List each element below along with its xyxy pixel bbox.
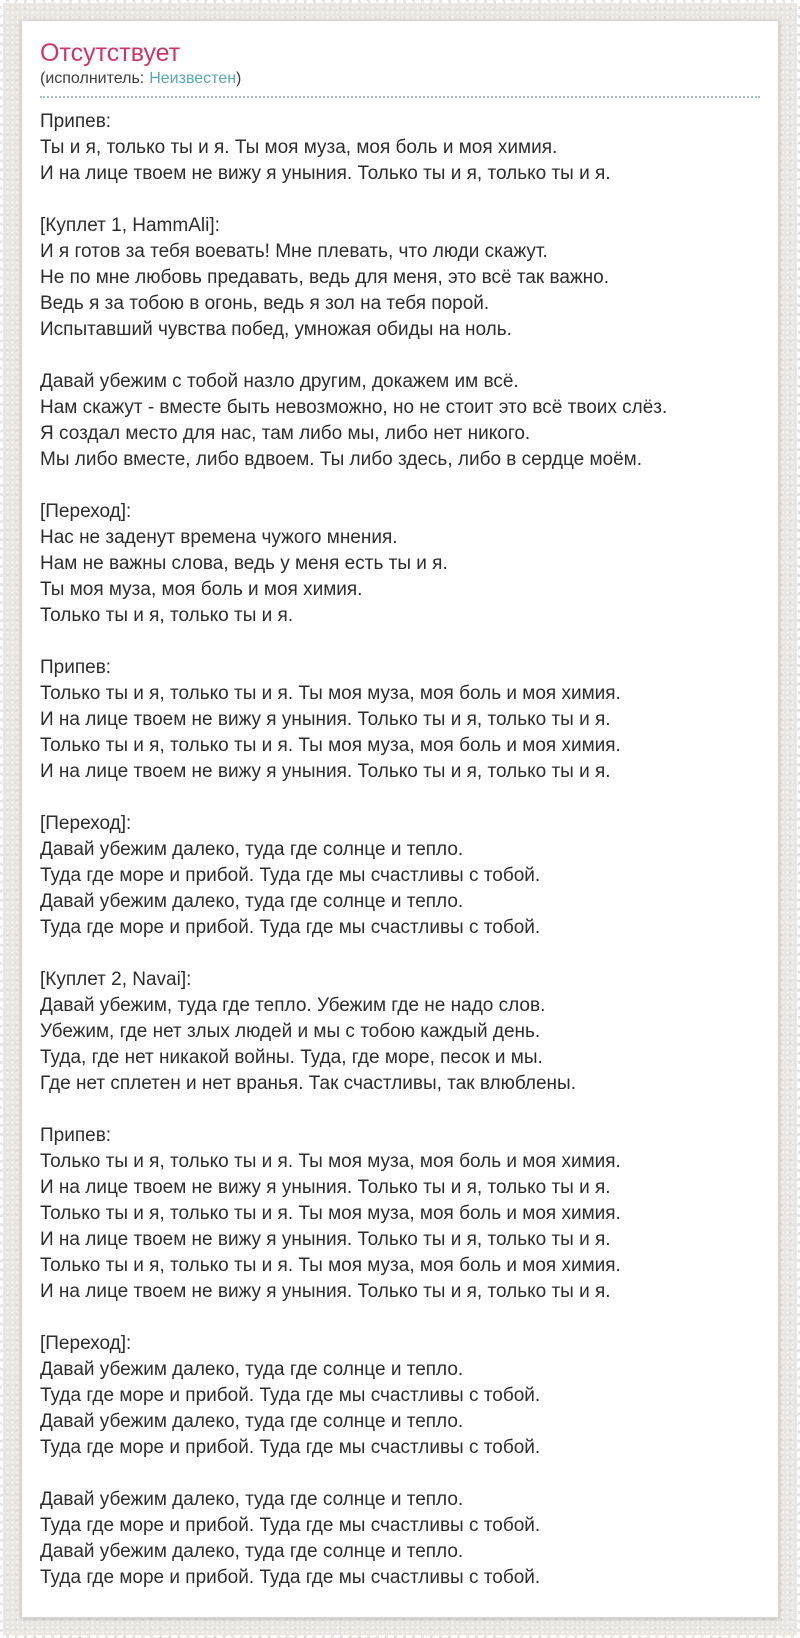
lyric-line: И на лице твоем не вижу я уныния. Только ты и я, только ты и я. [40,761,611,782]
lyric-line: Давай убежим далеко, туда где солнце и тепло. [40,891,464,912]
lyric-line: Только ты и я, только ты и я. [40,605,294,626]
lyric-line [40,1461,760,1487]
artist-label-close: ) [236,70,242,87]
lyric-line: Только ты и я, только ты и я. Ты моя муза, моя боль и моя химия. [40,1255,621,1276]
lyric-line [40,1097,760,1123]
lyric-line: Нам скажут - вместе быть невозможно, но не стоит это всё твоих слёз. [40,397,668,418]
lyric-line [40,1305,760,1331]
lyric-line: [Переход]: [40,813,132,834]
lyric-line: Я создал место для нас, там либо мы, либо нет никого. [40,423,531,444]
lyrics-text [40,109,760,1591]
lyric-line: Давай убежим далеко, туда где солнце и тепло. [40,1489,464,1510]
lyric-line: Только ты и я, только ты и я. Ты моя муза, моя боль и моя химия. [40,683,621,704]
lyric-line: Туда, где нет никакой войны. Туда, где море, песок и мы. [40,1047,543,1068]
lyric-line [40,785,760,811]
lyric-line: Не по мне любовь предавать, ведь для меня, это всё так важно. [40,267,609,288]
lyric-line: Давай убежим, туда где тепло. Убежим где не надо слов. [40,995,546,1016]
artist-link[interactable]: Неизвестен [149,70,237,87]
artist-label: (исполнитель: [40,70,145,87]
lyric-line: Ведь я за тобою в огонь, ведь я зол на тебя порой. [40,293,490,314]
lyric-line: И на лице твоем не вижу я уныния. Только ты и я, только ты и я. [40,1229,611,1250]
lyric-line: Убежим, где нет злых людей и мы с тобою каждый день. [40,1021,541,1042]
lyric-line [40,187,760,213]
lyric-line: Мы либо вместе, либо вдвоем. Ты либо здесь, либо в сердце моём. [40,449,643,470]
lyric-line: Давай убежим далеко, туда где солнце и тепло. [40,1359,464,1380]
lyric-line: Давай убежим далеко, туда где солнце и тепло. [40,1541,464,1562]
lyric-line: И на лице твоем не вижу я уныния. Только ты и я, только ты и я. [40,163,611,184]
lyric-line: [Переход]: [40,1333,132,1354]
lyric-line: Только ты и я, только ты и я. Ты моя муза, моя боль и моя химия. [40,1151,621,1172]
lyric-line: Туда где море и прибой. Туда где мы счастливы с тобой. [40,917,541,938]
lyric-line: И на лице твоем не вижу я уныния. Только ты и я, только ты и я. [40,1177,611,1198]
lyric-line: Ты и я, только ты и я. Ты моя муза, моя боль и моя химия. [40,137,558,158]
lyric-line: Припев: [40,111,112,132]
lyric-line [40,629,760,655]
lyric-line: Туда где море и прибой. Туда где мы счастливы с тобой. [40,1515,541,1536]
lyric-line: Туда где море и прибой. Туда где мы счастливы с тобой. [40,865,541,886]
lyric-line: И на лице твоем не вижу я уныния. Только ты и я, только ты и я. [40,1281,611,1302]
lyric-line: Давай убежим с тобой назло другим, докажем им всё. [40,371,519,392]
lyric-line: Давай убежим далеко, туда где солнце и тепло. [40,1411,464,1432]
lyric-line: [Переход]: [40,501,132,522]
lyric-line: Давай убежим далеко, туда где солнце и тепло. [40,839,464,860]
song-title: Отсутствует [40,39,181,67]
lyric-line [40,941,760,967]
lyric-line [40,343,760,369]
lyric-line: Туда где море и прибой. Туда где мы счастливы с тобой. [40,1567,541,1588]
lyric-line: Нам не важны слова, ведь у меня есть ты и я. [40,553,448,574]
lyrics-card [21,20,779,1618]
lyric-line: И я готов за тебя воевать! Мне плевать, что люди скажут. [40,241,548,262]
lyric-line: И на лице твоем не вижу я уныния. Только ты и я, только ты и я. [40,709,611,730]
lyric-line: Припев: [40,1125,112,1146]
lyric-line: Ты моя муза, моя боль и моя химия. [40,579,363,600]
lyric-line: Где нет сплетен и нет вранья. Так счастливы, так влюблены. [40,1073,576,1094]
lyric-line: Испытавший чувства побед, умножая обиды на ноль. [40,319,512,340]
artist-line [40,67,760,98]
lyric-line: Нас не заденут времена чужого мнения. [40,527,398,548]
lyric-line: Только ты и я, только ты и я. Ты моя муза, моя боль и моя химия. [40,1203,621,1224]
lyric-line: Только ты и я, только ты и я. Ты моя муза, моя боль и моя химия. [40,735,621,756]
lyric-line: Туда где море и прибой. Туда где мы счастливы с тобой. [40,1437,541,1458]
lyric-line: [Куплет 1, HammAli]: [40,215,220,236]
lyric-line [40,473,760,499]
lyric-line: [Куплет 2, Navai]: [40,969,192,990]
lyric-line: Туда где море и прибой. Туда где мы счастливы с тобой. [40,1385,541,1406]
lyric-line: Припев: [40,657,112,678]
